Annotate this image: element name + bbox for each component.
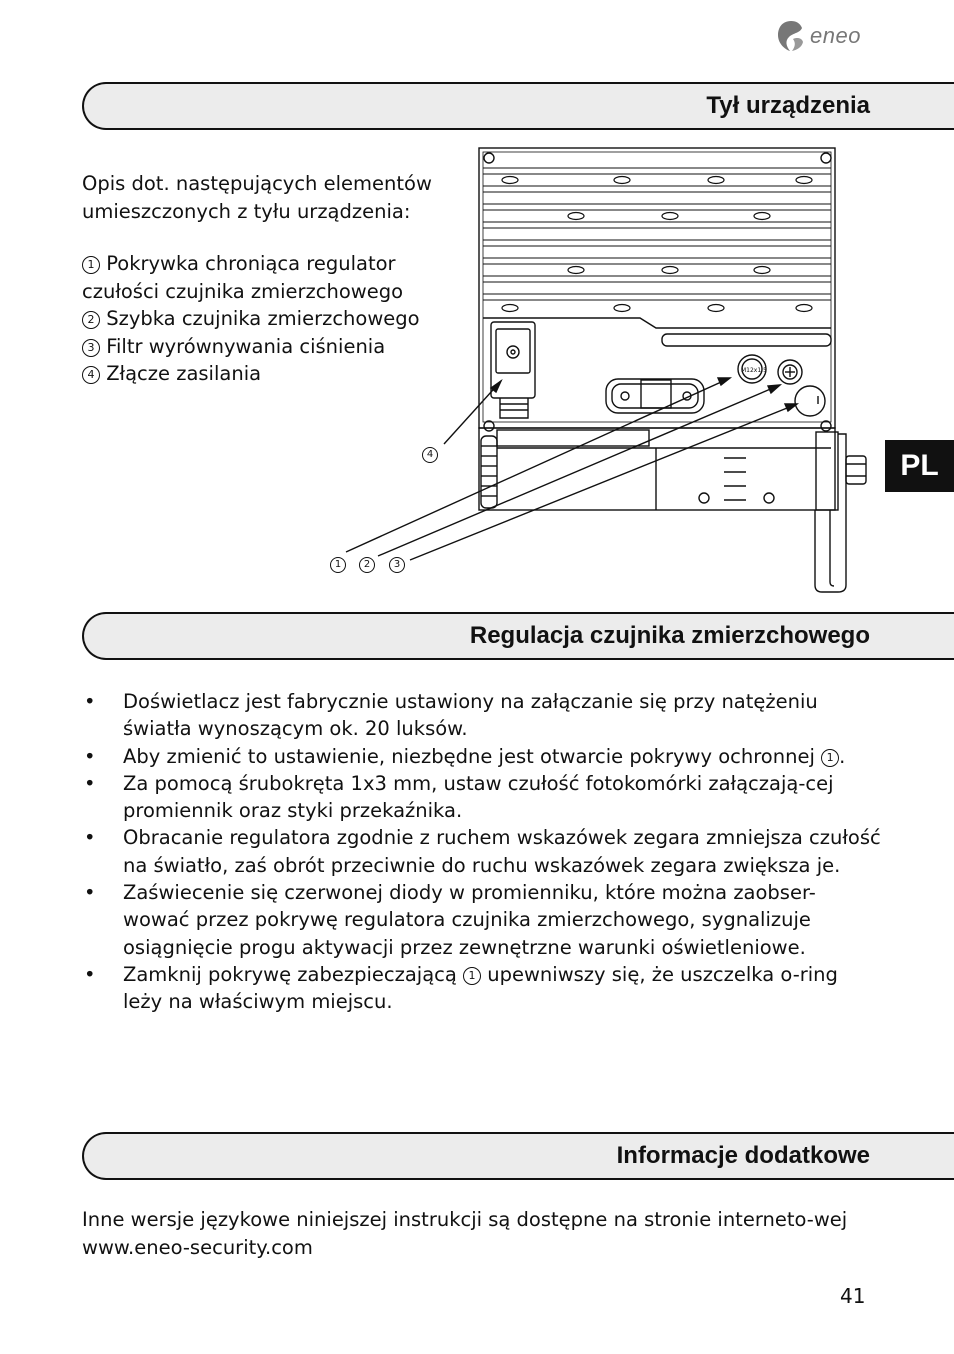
bullet-text: Doświetlacz jest fabrycznie ustawiony na załączanie się przy natężeniu światła wynoszącym ok. 20 luksów.: [123, 690, 818, 741]
callout-1: 1: [330, 557, 346, 573]
section-title-rear: Tył urządzenia: [706, 92, 870, 119]
bullet-item: [82, 688, 882, 743]
item-number: 1: [82, 256, 100, 274]
info-text: Inne wersje językowe niniejszej instrukcji są dostępne na stronie interneto-wej www.eneo-security.com: [82, 1208, 848, 1259]
callout-4: 4: [422, 447, 438, 463]
page-number: 41: [840, 1284, 866, 1308]
bullet-item: [82, 770, 882, 825]
section-title-sensor: Regulacja czujnika zmierzchowego: [469, 622, 870, 649]
item-text: Pokrywka chroniąca regulator czułości czujnika zmierzchowego: [82, 252, 404, 303]
item-text: Złącze zasilania: [106, 362, 262, 385]
item-text: Szybka czujnika zmierzchowego: [106, 307, 420, 330]
bullet-item: [82, 879, 882, 961]
item-number: 4: [82, 366, 100, 384]
thread-marking: M12x1.5: [741, 367, 767, 374]
language-tab: PL: [885, 440, 954, 492]
bullet-text: Zamknij pokrywę zabezpieczającą: [123, 962, 457, 986]
bullet-item: [82, 824, 882, 879]
bullet-item: [82, 961, 882, 1016]
device-rear-diagram: [0, 0, 954, 610]
rear-intro: Opis dot. następujących elementów umieszczonych z tyłu urządzenia:: [82, 172, 432, 223]
bullet-suffix: upewniwszy się, że uszczelka o-ring leży na właściwym miejscu.: [123, 962, 838, 1014]
brand-name: eneo: [810, 23, 861, 48]
item-text: Filtr wyrównywania ciśnienia: [106, 334, 386, 358]
bullet-text: Za pomocą śrubokręta 1x3 mm, ustaw czułość fotokomórki załączają-cej promiennik oraz styki przekaźnika.: [123, 771, 834, 823]
item-number: 3: [82, 339, 100, 357]
callout-3: 3: [389, 557, 405, 573]
section-header-sensor: [82, 612, 954, 660]
bullet-suffix: .: [839, 744, 846, 768]
ref-number: 1: [821, 749, 839, 767]
bullet-text: Obracanie regulatora zgodnie z ruchem wskazówek zegara zmniejsza czułość na światło, zaś obrót przeciwnie do ruchu wskazówek zegara zwiększa je.: [123, 826, 881, 877]
section-title-info: Informacje dodatkowe: [616, 1142, 870, 1169]
section-header-info: [82, 1132, 954, 1180]
bullet-text: Zaświecenie się czerwonej diody w promienniku, które można zaobser-wować przez pokrywę regulatora czujnika zmierzchowego, sygnalizuje osiągnięcie progu aktywacji przez zewnętrzne warunki oświetleniowe.: [123, 881, 816, 959]
item-number: 2: [82, 311, 100, 329]
sensor-bullet-list: [82, 688, 882, 1016]
callout-2: 2: [359, 557, 375, 573]
bullet-text: Aby zmienić to ustawienie, niezbędne jest otwarcie pokrywy ochronnej: [123, 744, 815, 768]
ref-number: 1: [463, 967, 481, 985]
bullet-item: [82, 743, 882, 770]
